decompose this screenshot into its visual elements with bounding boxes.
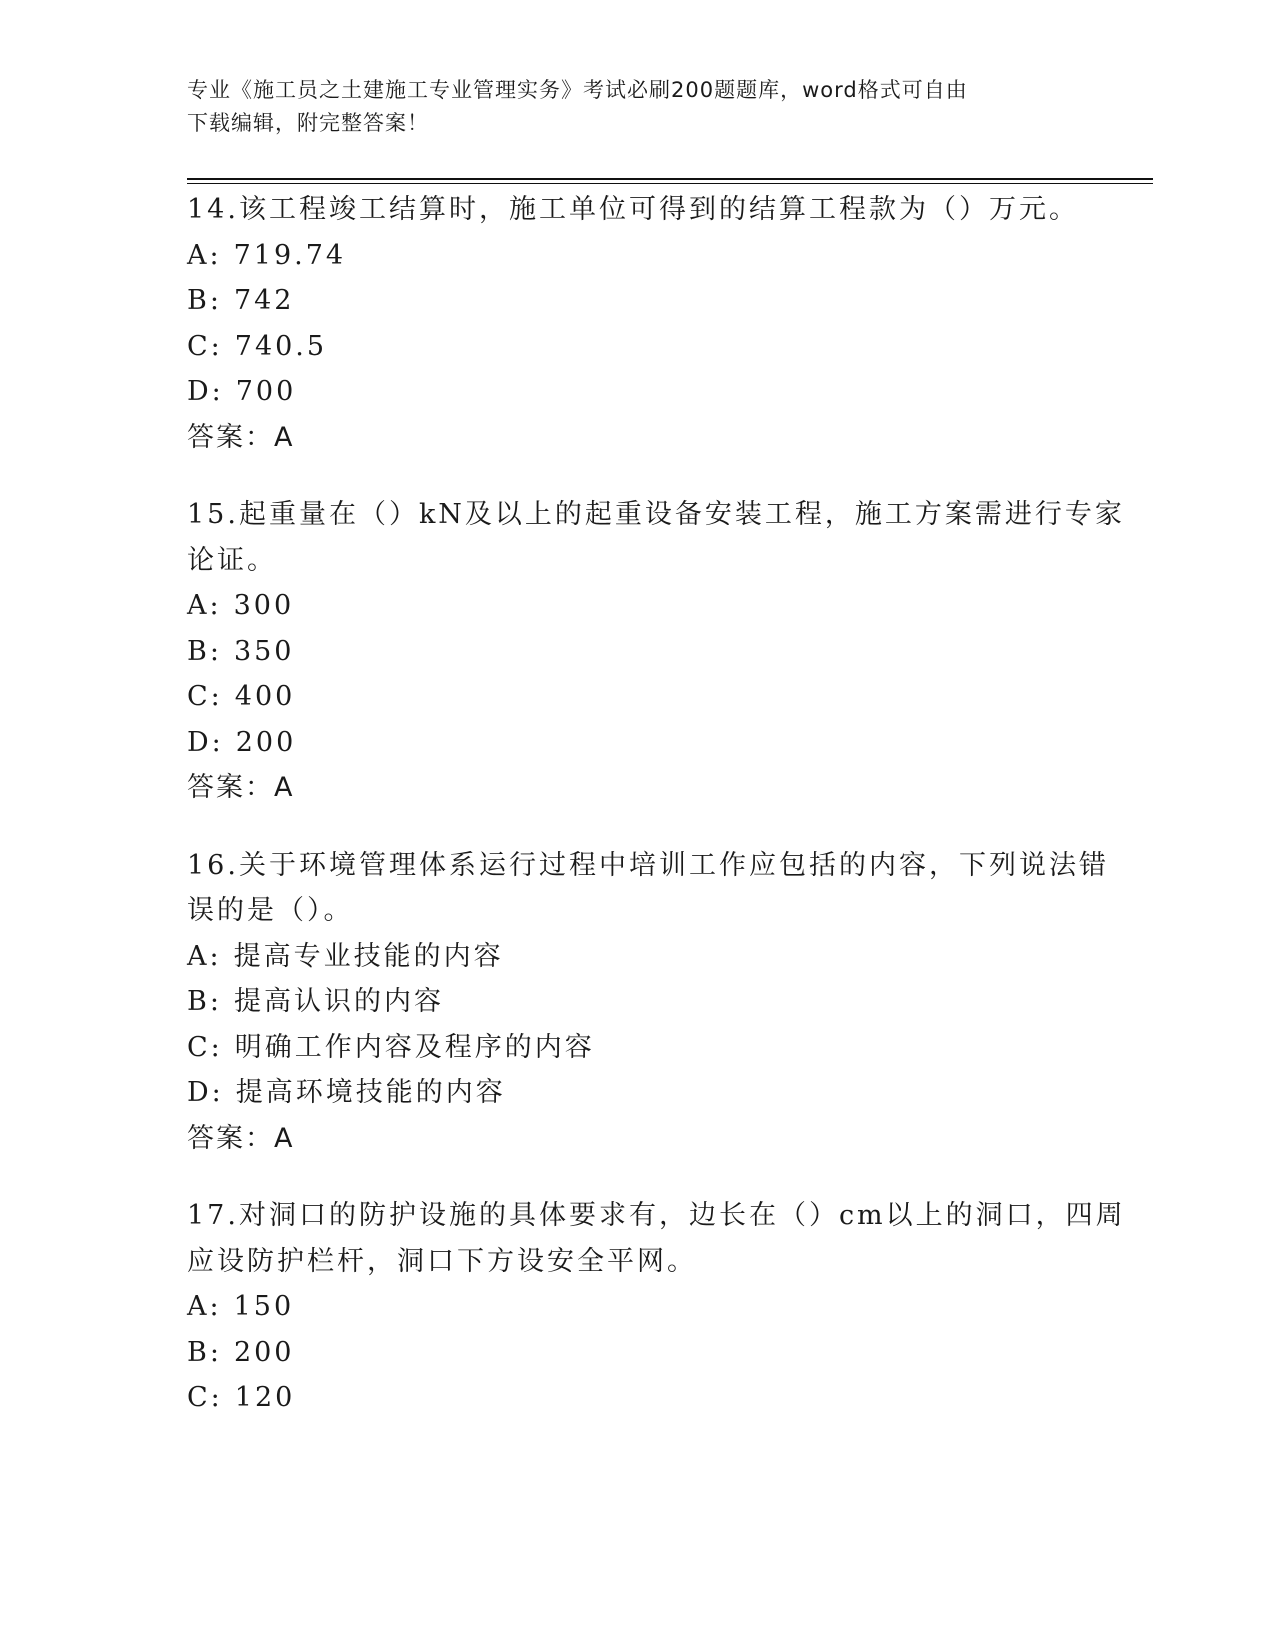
- option-key: D:: [187, 1077, 224, 1108]
- option-value: 120: [234, 1382, 296, 1413]
- question-stem: [187, 1193, 1126, 1284]
- option-value: 742: [233, 285, 295, 316]
- option-key: C:: [187, 681, 223, 712]
- option-d: [187, 720, 1087, 766]
- option-key: A:: [187, 239, 222, 271]
- option-key: B:: [187, 986, 222, 1017]
- question-17: [187, 1193, 1126, 1421]
- header-rule-thick: [187, 178, 1153, 180]
- option-key: C:: [187, 330, 223, 362]
- option-d: [187, 369, 1087, 415]
- option-key: A:: [187, 940, 222, 972]
- option-key: B:: [187, 1336, 222, 1368]
- header-line-1: 专业《施工员之土建施工专业管理实务》考试必刷200题题库，word格式可自由: [187, 78, 968, 102]
- stem-line: 17.对洞口的防护设施的具体要求有，边长在（）cm以上的洞口，四周: [187, 1200, 1126, 1231]
- question-stem: [187, 843, 1109, 934]
- option-key: A:: [187, 1291, 222, 1322]
- stem-line: 15.起重量在（）kN及以上的起重设备安装工程，施工方案需进行专家: [187, 499, 1125, 530]
- option-b: [187, 278, 1087, 324]
- answer-line: 答案：A: [187, 1122, 295, 1154]
- option-value: 700: [235, 376, 297, 407]
- stem-line: 14.该工程竣工结算时，施工单位可得到的结算工程款为（）万元。: [187, 194, 1079, 225]
- option-b: [187, 979, 1087, 1025]
- option-value: 200: [233, 1336, 295, 1368]
- stem-line: 16.关于环境管理体系运行过程中培训工作应包括的内容，下列说法错: [187, 849, 1109, 881]
- header-line-2: 下载编辑，附完整答案！: [187, 111, 429, 135]
- option-value: 300: [233, 590, 295, 621]
- option-value: 明确工作内容及程序的内容: [234, 1031, 595, 1063]
- option-value: 740.5: [234, 330, 328, 362]
- question-16: [187, 843, 1109, 1162]
- option-value: 150: [233, 1291, 295, 1322]
- option-c: [187, 324, 1087, 370]
- stem-line: 应设防护栏杆，洞口下方设安全平网。: [187, 1245, 697, 1277]
- stem-line: 误的是（）。: [187, 895, 354, 926]
- option-b: [187, 1330, 1087, 1376]
- option-key: C:: [187, 1382, 223, 1413]
- option-key: D:: [187, 376, 224, 407]
- option-c: [187, 1375, 1087, 1421]
- option-c: [187, 1025, 1087, 1071]
- option-b: [187, 629, 1087, 675]
- document-header: [187, 74, 1067, 140]
- question-15: [187, 492, 1125, 811]
- option-key: B:: [187, 285, 222, 316]
- option-key: D:: [187, 726, 224, 758]
- option-d: [187, 1070, 1087, 1116]
- option-a: [187, 1284, 1087, 1330]
- header-rule-thin: [187, 183, 1153, 184]
- option-value: 提高认识的内容: [233, 986, 444, 1017]
- option-value: 提高环境技能的内容: [235, 1077, 506, 1108]
- option-value: 200: [235, 726, 297, 758]
- question-stem: [187, 492, 1125, 583]
- option-a: [187, 233, 1087, 279]
- answer-line: 答案：A: [187, 421, 295, 453]
- option-value: 提高专业技能的内容: [233, 940, 504, 972]
- stem-line: 论证。: [187, 544, 277, 576]
- option-key: A:: [187, 590, 222, 621]
- option-value: 719.74: [233, 239, 347, 271]
- option-key: B:: [187, 635, 222, 667]
- question-list: [187, 187, 1126, 1453]
- option-value: 400: [234, 681, 296, 712]
- option-key: C:: [187, 1031, 223, 1063]
- question-stem: [187, 187, 1087, 233]
- option-value: 350: [233, 635, 295, 667]
- question-14: [187, 187, 1087, 460]
- option-a: [187, 934, 1087, 980]
- option-a: [187, 583, 1087, 629]
- answer-line: 答案：A: [187, 772, 295, 803]
- option-c: [187, 674, 1087, 720]
